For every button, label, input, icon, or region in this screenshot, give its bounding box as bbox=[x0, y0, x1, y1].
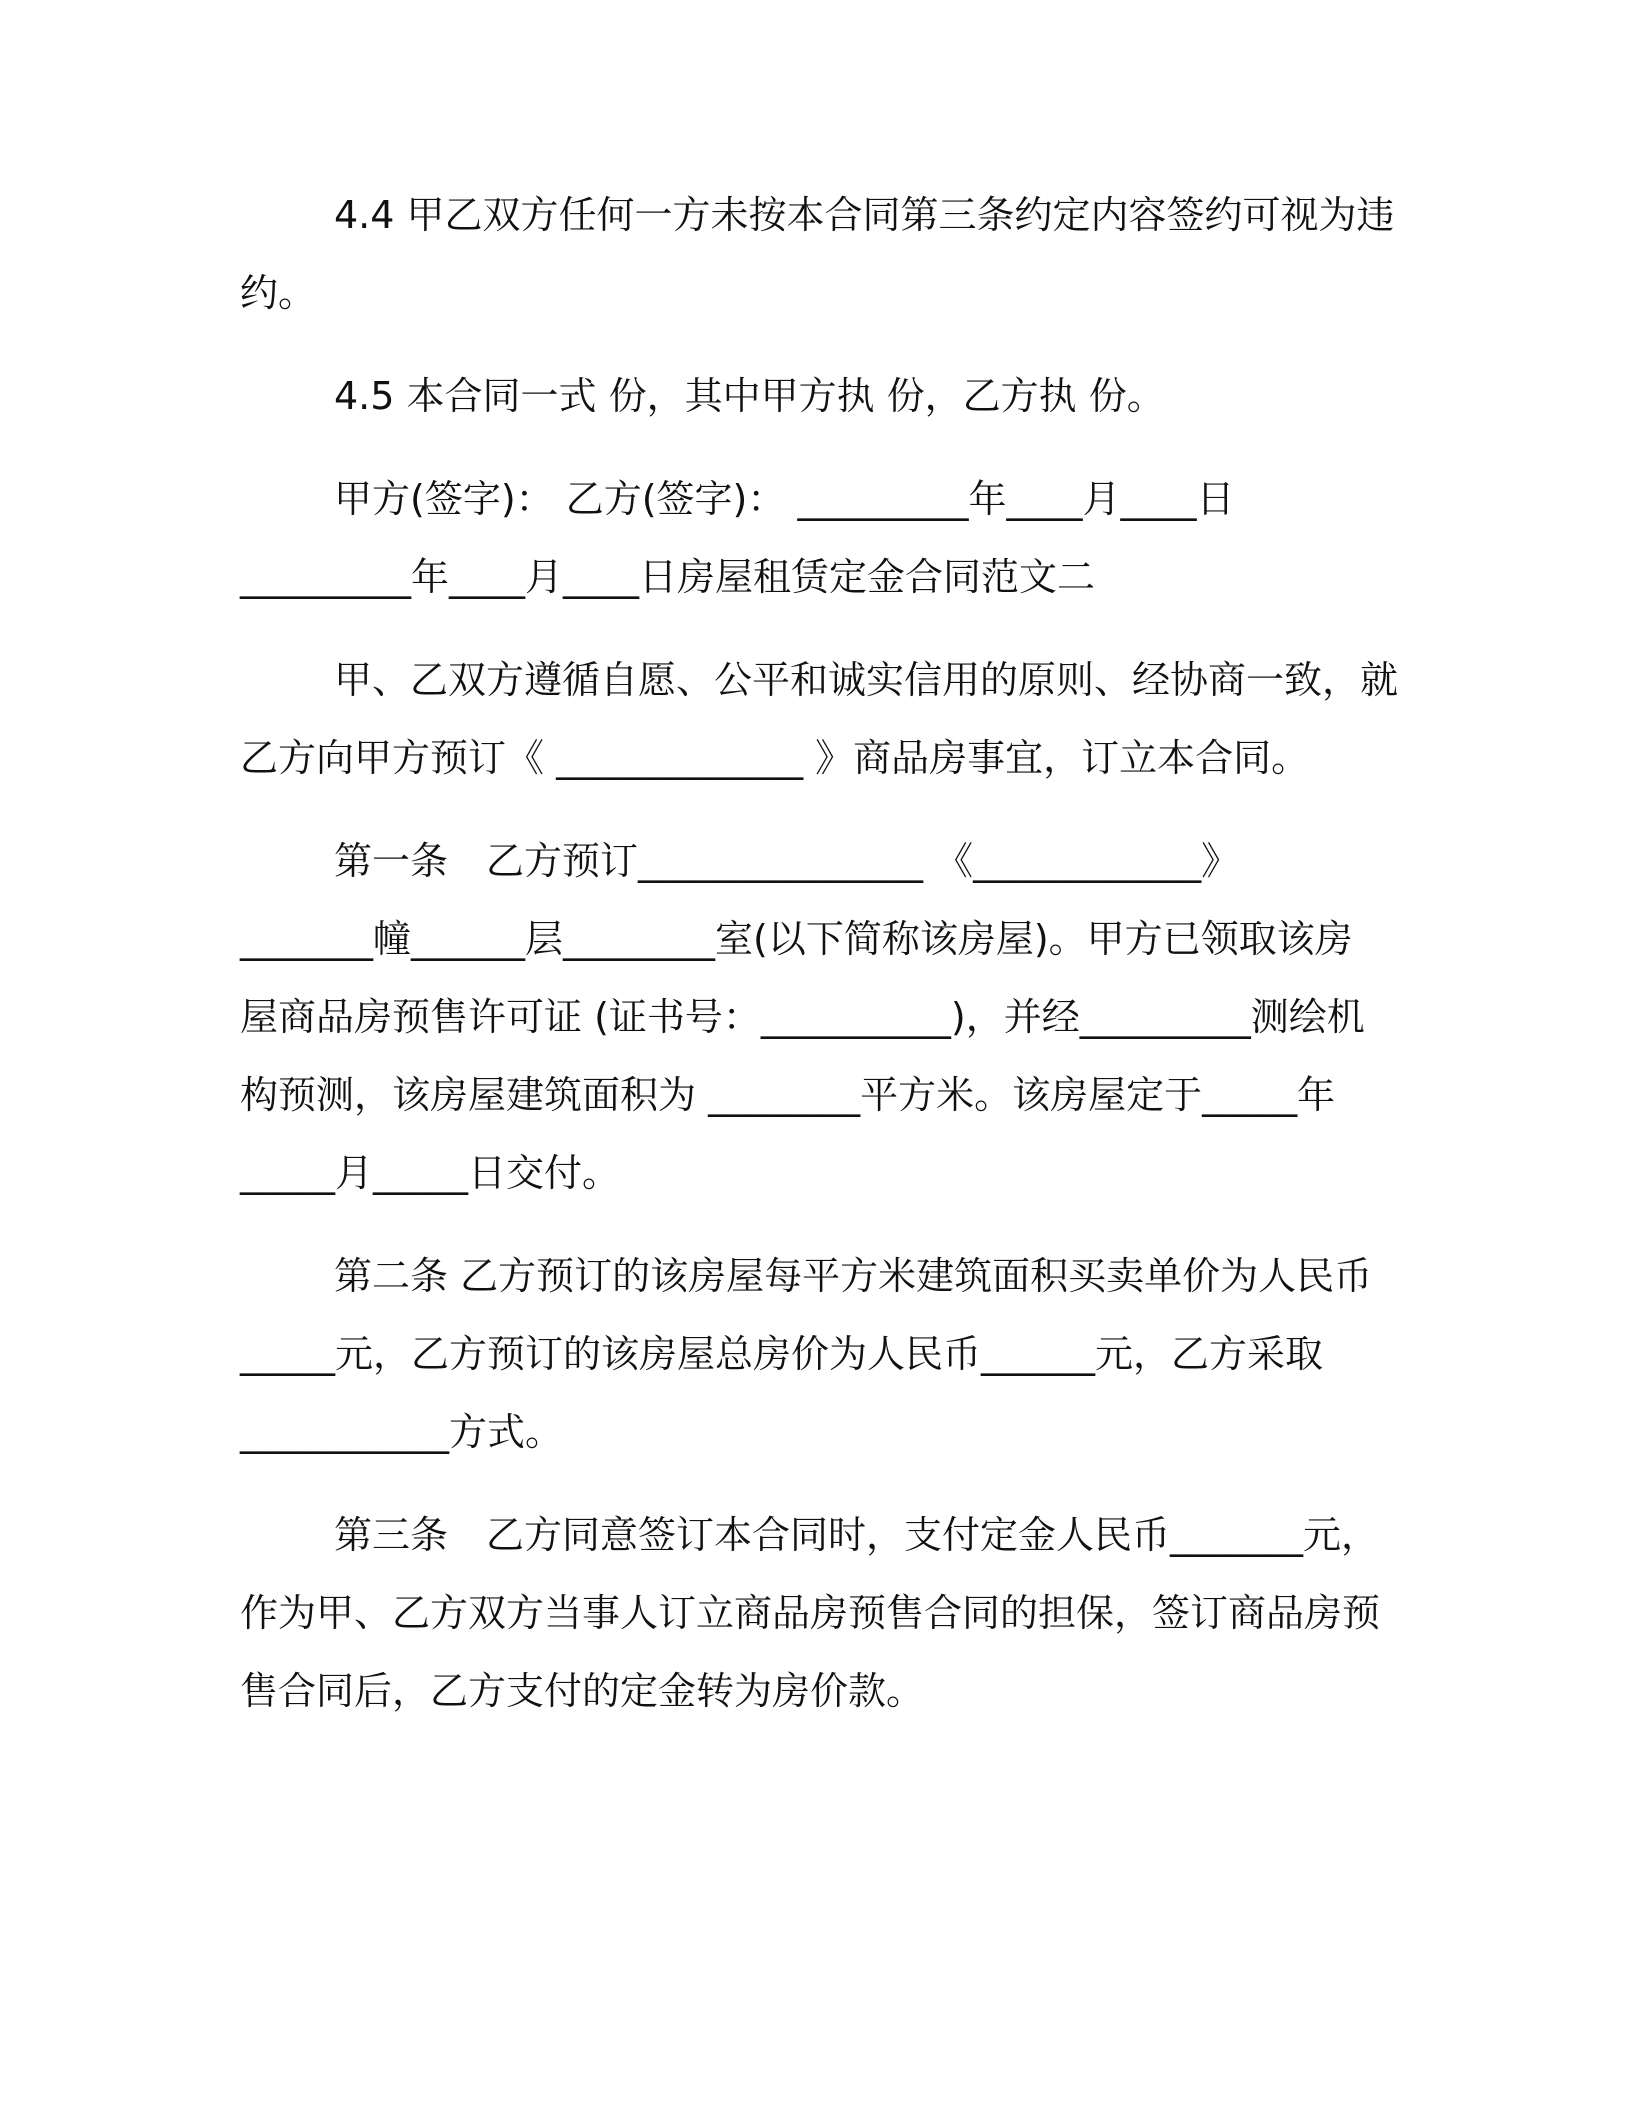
intro-line-1: 甲、乙双方遵循自愿、公平和诚实信用的原则、经协商一致，就 bbox=[334, 658, 1399, 702]
clause-4-5: 4.5 本合同一式 份，其中甲方执 份，乙方执 份。 bbox=[334, 374, 1165, 418]
article-2-line-2: _____元，乙方预订的该房屋总房价为人民币______元，乙方采取 bbox=[240, 1332, 1324, 1376]
date-and-title-line: _________年____月____日房屋租赁定金合同范文二 bbox=[240, 555, 1096, 599]
clause-4-4-line-1: 4.4 甲乙双方任何一方未按本合同第三条约定内容签约可视为违 bbox=[334, 193, 1395, 237]
article-1-line-3: 屋商品房预售许可证 (证书号：__________)，并经_________测绘机 bbox=[240, 995, 1365, 1039]
article-3-line-3: 售合同后，乙方支付的定金转为房价款。 bbox=[240, 1669, 925, 1713]
article-1-line-1: 第一条 乙方预订_______________ 《____________》 bbox=[334, 839, 1240, 883]
article-1-line-2: _______幢______层________室(以下简称该房屋)。甲方已领取该房 bbox=[240, 917, 1353, 961]
article-3-line-1: 第三条 乙方同意签订本合同时，支付定金人民币_______元， bbox=[334, 1513, 1380, 1557]
article-1-line-5: _____月_____日交付。 bbox=[240, 1151, 621, 1195]
article-2-line-1: 第二条 乙方预订的该房屋每平方米建筑面积买卖单价为人民币 bbox=[334, 1254, 1373, 1298]
article-3-line-2: 作为甲、乙方双方当事人订立商品房预售合同的担保，签订商品房预 bbox=[240, 1591, 1381, 1635]
article-1-line-4: 构预测，该房屋建筑面积为 ________平方米。该房屋定于_____年 bbox=[240, 1073, 1336, 1117]
clause-4-4-line-2: 约。 bbox=[240, 271, 317, 315]
article-2-line-3: ___________方式。 bbox=[240, 1410, 564, 1454]
intro-line-2: 乙方向甲方预订《 _____________ 》商品房事宜，订立本合同。 bbox=[240, 736, 1310, 780]
signature-line: 甲方(签字)： 乙方(签字)： _________年____月____日 bbox=[334, 477, 1235, 521]
